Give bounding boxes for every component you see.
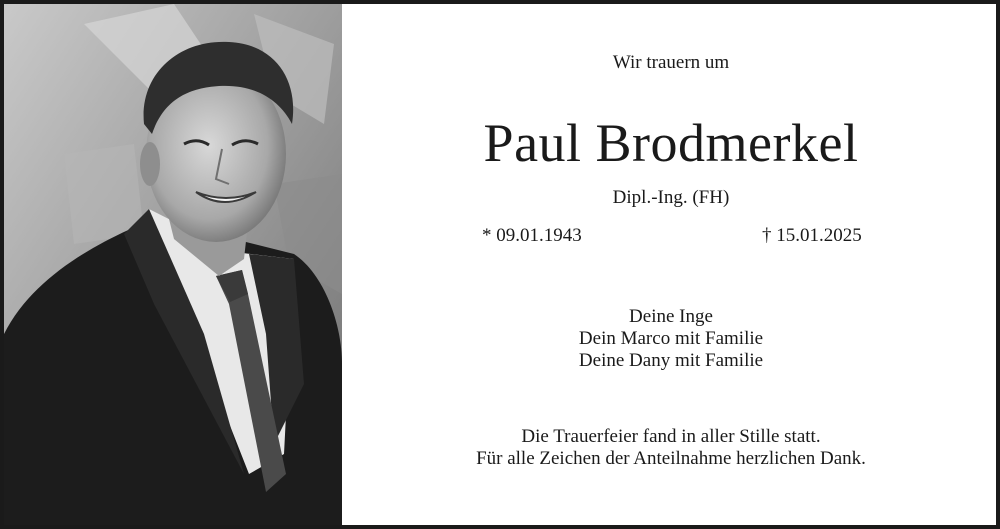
death-date: † 15.01.2025 (762, 225, 862, 246)
notice-text (342, 4, 1000, 525)
closing-line: Die Trauerfeier fand in aller Stille statt. (521, 426, 821, 447)
closing-line: Für alle Zeichen der Anteilnahme herzlichen Dank. (476, 448, 866, 469)
academic-title: Dipl.-Ing. (FH) (612, 187, 730, 208)
mourner-line: Deine Inge (629, 306, 713, 327)
portrait-illustration (4, 4, 342, 525)
closing-text (342, 426, 1000, 470)
portrait-photo (4, 4, 342, 525)
mourners-list (342, 306, 1000, 372)
mourner-line: Dein Marco mit Familie (578, 328, 764, 349)
intro-line: Wir trauern um (612, 52, 730, 73)
birth-date: * 09.01.1943 (482, 225, 582, 246)
deceased-name: Paul Brodmerkel (483, 113, 859, 173)
mourner-line: Deine Dany mit Familie (578, 350, 764, 371)
